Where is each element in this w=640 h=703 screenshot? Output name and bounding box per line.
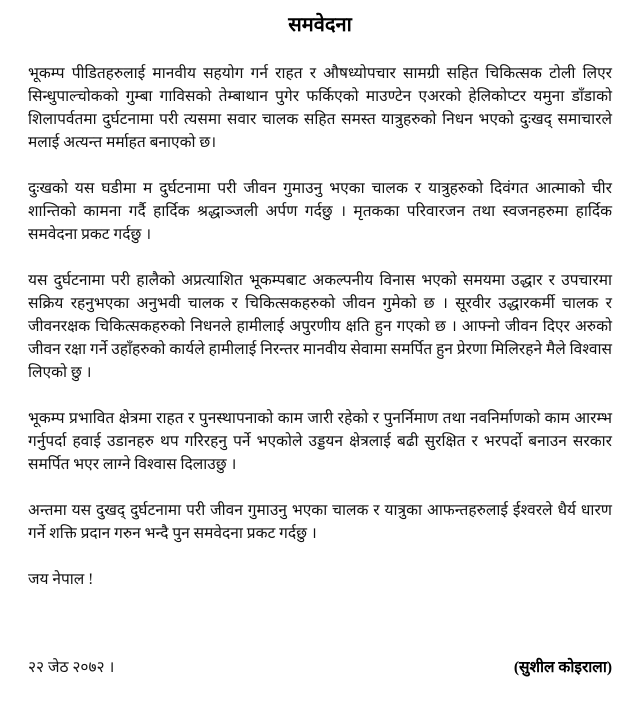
- document-title: समवेदना: [288, 14, 352, 36]
- footer: [28, 656, 612, 679]
- closing-salutation: जय नेपाल !: [28, 571, 94, 588]
- signature-name: (सुशील कोइराला): [513, 659, 612, 676]
- paragraph-1: भूकम्प पीडितहरुलाई मानवीय सहयोग गर्न राहत र औषध्योपचार सामग्री सहित चिकित्सक टोली लिएर सिन्धुपाल्चोकको गुम्बा गाविसको तेम्बाथान पुगेर फर्किएको माउण्टेन एअरको हेलिकोप्टर यमुना डाँडाको शिलापर्वतमा दुर्घटनामा परी त्यसमा सवार चालक सहित समस्त यात्रुहरुको निधन भएको दुःखद् समाचारले मलाई अत्यन्त मर्माहत बनाएको छ।: [28, 65, 612, 151]
- paragraph-4: भूकम्प प्रभावित क्षेत्रमा राहत र पुनस्थापनाको काम जारी रहेको र पुनर्निमाण तथा नवनिर्माणको काम आरम्भ गर्नुपर्दा हवाई उडानहरु थप गरिरहनु पर्ने भएकोले उड्डयन क्षेत्रलाई बढी सुरक्षित र भरपर्दो बनाउन सरकार समर्पित भएर लाग्ने विश्वास दिलाउछु ।: [28, 410, 612, 473]
- document-date: २२ जेठ २०७२ ।: [28, 659, 115, 676]
- paragraph-2: दुःखको यस घडीमा म दुर्घटनामा परी जीवन गुमाउनु भएका चालक र यात्रुहरुको दिवंगत आत्माको चीर शान्तिको कामना गर्दै हार्दिक श्रद्धाञ्जली अर्पण गर्दछु । मृतकका परिवारजन तथा स्वजनहरुमा हार्दिक समवेदना प्रकट गर्दछु ।: [28, 180, 612, 243]
- paragraph-5: अन्तमा यस दुखद् दुर्घटनामा परी जीवन गुमाउनु भएका चालक र यात्रुका आफन्तहरुलाई ईश्वरले धैर्य धारण गर्ने शक्ति प्रदान गरुन भन्दै पुन समवेदना प्रकट गर्दछु ।: [28, 502, 612, 542]
- paragraph-3: यस दुर्घटनामा परी हालैको अप्रत्याशित भूकम्पबाट अकल्पनीय विनास भएको समयमा उद्धार र उपचारमा सक्रिय रहनुभएका अनुभवी चालक र चिकित्सकहरुको जीवन गुमेको छ । सूरवीर उद्धारकर्मी चालक र जीवनरक्षक चिकित्सकहरुको निधनले हामीलाई अपुरणीय क्षति हुन गएको छ । आफ्नो जीवन दिएर अरुको जीवन रक्षा गर्ने उहाँहरुको कार्यले हामीलाई निरन्तर मानवीय सेवामा समर्पित हुन प्रेरणा मिलिरहने मैले विश्वास लिएको छु ।: [28, 272, 612, 381]
